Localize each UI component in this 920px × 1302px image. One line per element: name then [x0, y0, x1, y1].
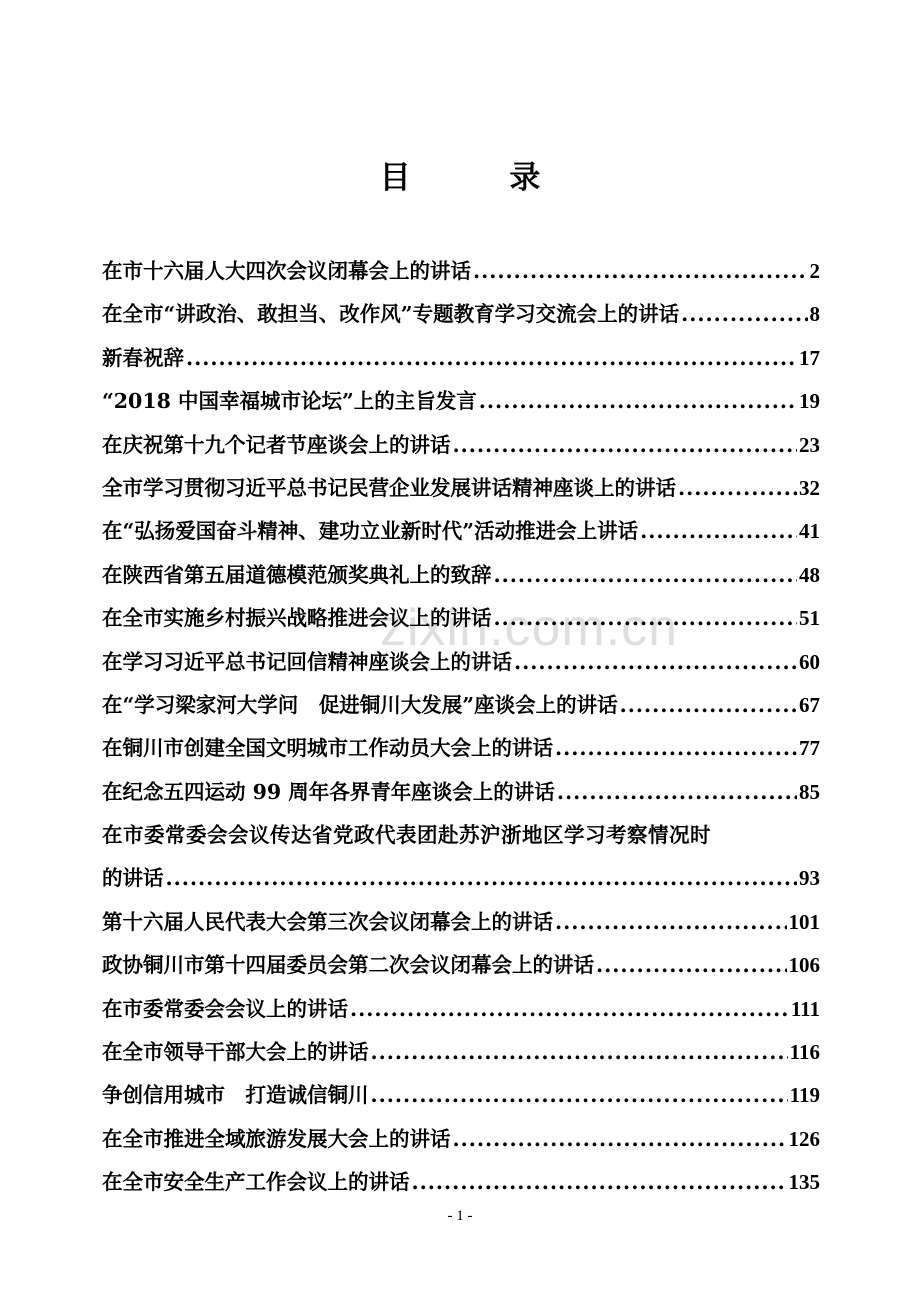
toc-entry-title-line1: 在市委常委会会议传达省党政代表团赴苏沪浙地区学习考察情况时 [102, 823, 711, 848]
toc-entry[interactable] [102, 684, 820, 727]
dot-leader [186, 337, 797, 380]
toc-entry[interactable] [102, 510, 820, 553]
toc-page-number: 51 [799, 606, 820, 631]
toc-entry-title: “2018 中国幸福城市论坛”上的主旨发言 [102, 389, 477, 414]
dot-leader [596, 944, 787, 987]
toc-page-number: 41 [799, 519, 820, 544]
toc-page-number: 126 [788, 1126, 820, 1151]
dot-leader [555, 727, 797, 770]
toc-entry[interactable] [102, 988, 820, 1031]
dot-leader [473, 250, 808, 293]
toc-entry-title: 在铜川市创建全国文明城市工作动员大会上的讲话 [102, 736, 553, 761]
toc-page-number: 17 [799, 345, 820, 370]
toc-entry-title: 在“弘扬爱国奋斗精神、建功立业新时代”活动推进会上讲话 [102, 519, 639, 544]
dot-leader [453, 1118, 787, 1161]
toc-page-number: 2 [809, 259, 820, 283]
dot-leader [371, 1074, 788, 1117]
toc-entry-title: 在陕西省第五届道德模范颁奖典礼上的致辞 [102, 562, 492, 587]
toc-entry-title: 政协铜川市第十四届委员会第二次会议闭幕会上的讲话 [102, 953, 594, 978]
toc-entry-title: 第十六届人民代表大会第三次会议闭幕会上的讲话 [102, 909, 553, 934]
toc-page-number: 93 [799, 866, 820, 891]
toc-entry[interactable] [102, 1118, 820, 1161]
toc-page-number: 23 [799, 432, 820, 457]
toc-entry-title: 全市学习贯彻习近平总书记民营企业发展讲话精神座谈上的讲话 [102, 475, 676, 500]
toc-entry[interactable] [102, 944, 820, 987]
toc-page-number: 60 [799, 649, 820, 674]
toc-page-number: 8 [809, 302, 820, 327]
toc-entry[interactable] [102, 1161, 820, 1204]
dot-leader [453, 424, 798, 467]
page-number-footer: - 1 - [447, 1208, 473, 1224]
dot-leader [640, 510, 797, 553]
dot-leader [479, 380, 797, 423]
toc-entry-title: 新春祝辞 [102, 345, 184, 370]
toc-entry[interactable] [102, 424, 820, 467]
toc-page-number: 67 [799, 692, 820, 717]
toc-entry[interactable] [102, 771, 820, 814]
toc-entry-line2 [102, 857, 820, 900]
toc-entry-title: 在“学习梁家河大学问 促进铜川大发展”座谈会上的讲话 [102, 692, 618, 717]
toc-entry-title: 在全市推进全域旅游发展大会上的讲话 [102, 1126, 451, 1151]
dot-leader [681, 293, 807, 336]
dot-leader [514, 641, 797, 684]
toc-entry-title: 在市委常委会会议上的讲话 [102, 996, 348, 1021]
toc-page-number: 48 [799, 562, 820, 587]
toc-entry[interactable] [102, 337, 820, 380]
toc-entry[interactable] [102, 727, 820, 770]
toc-entry[interactable] [102, 380, 820, 423]
toc-entry-title-line2: 的讲话 [102, 866, 164, 891]
toc-entry-title: 在纪念五四运动 99 周年各界青年座谈会上的讲话 [102, 779, 555, 804]
dot-leader [494, 554, 798, 597]
toc-entry-title: 争创信用城市 打造诚信铜川 [102, 1083, 369, 1108]
dot-leader [350, 988, 789, 1031]
dot-leader [557, 771, 797, 814]
toc-page-number: 19 [799, 389, 820, 414]
dot-leader [166, 857, 798, 900]
toc-page-number: 85 [799, 779, 820, 804]
toc-entry[interactable] [102, 293, 820, 336]
table-of-contents [102, 250, 820, 1205]
toc-entry[interactable] [102, 1031, 820, 1074]
toc-entry-title: 在全市“讲政治、敢担当、改作风”专题教育学习交流会上的讲话 [102, 302, 680, 327]
toc-entry-title: 在庆祝第十九个记者节座谈会上的讲话 [102, 432, 451, 457]
toc-page-number: 101 [788, 909, 820, 934]
toc-entry[interactable] [102, 814, 820, 901]
toc-entry[interactable] [102, 901, 820, 944]
dot-leader [620, 684, 797, 727]
toc-entry[interactable] [102, 250, 820, 293]
dot-leader [371, 1031, 788, 1074]
page-title: 目 录 [379, 160, 585, 196]
dot-leader [678, 467, 797, 510]
toc-entry[interactable] [102, 597, 820, 640]
toc-page-number: 135 [788, 1170, 820, 1195]
toc-page-number: 106 [788, 953, 820, 978]
dot-leader [555, 901, 787, 944]
toc-page-number: 32 [799, 475, 820, 500]
toc-entry-title: 在全市安全生产工作会议上的讲话 [102, 1170, 410, 1195]
watermark: zixin.com.cn [380, 599, 679, 657]
toc-entry[interactable] [102, 554, 820, 597]
toc-entry-title: 在全市实施乡村振兴战略推进会议上的讲话 [102, 606, 492, 631]
toc-page-number: 77 [799, 736, 820, 761]
toc-entry-title: 在全市领导干部大会上的讲话 [102, 1040, 369, 1065]
toc-page-number: 119 [789, 1083, 820, 1108]
toc-entry-title: 在学习习近平总书记回信精神座谈会上的讲话 [102, 649, 512, 674]
toc-entry[interactable] [102, 467, 820, 510]
toc-entry-title: 在市十六届人大四次会议闭幕会上的讲话 [102, 259, 471, 283]
dot-leader [412, 1161, 787, 1204]
toc-page-number: 111 [790, 996, 820, 1021]
toc-entry[interactable] [102, 641, 820, 684]
dot-leader [494, 597, 798, 640]
toc-page-number: 116 [789, 1040, 820, 1065]
toc-entry[interactable] [102, 1074, 820, 1117]
